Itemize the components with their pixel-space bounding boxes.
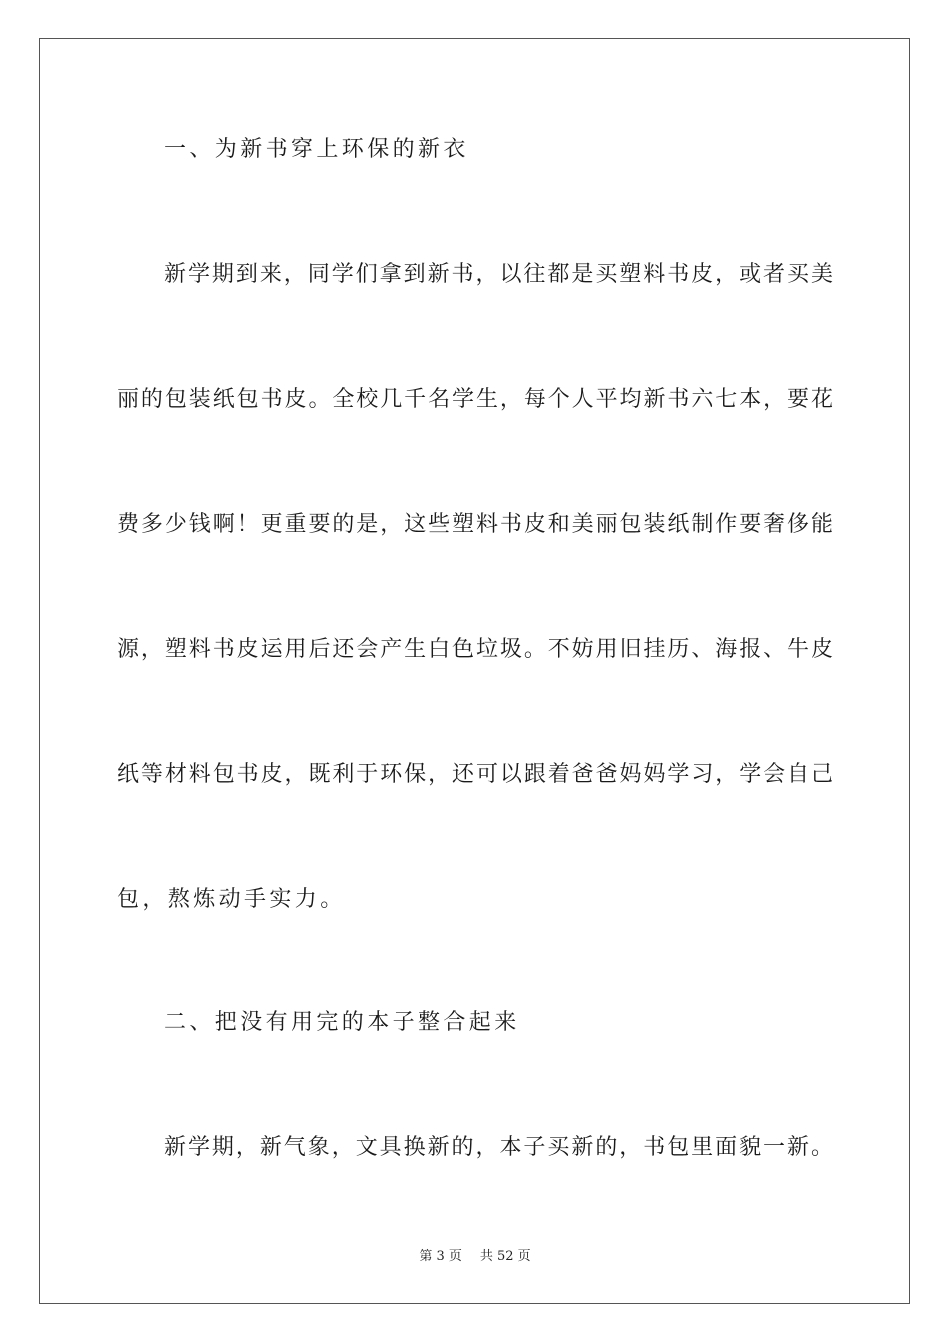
page-footer bbox=[0, 1245, 950, 1264]
paragraph-line-7: 新学期，新气象，文具换新的，本子买新的，书包里面貌一新。 bbox=[164, 1135, 833, 1160]
page-frame bbox=[39, 38, 910, 1304]
paragraph-line-3: 费多少钱啊！更重要的是，这些塑料书皮和美丽包装纸制作要奢侈能 bbox=[117, 512, 833, 537]
page-number: 第 3 页 bbox=[419, 1249, 462, 1264]
page-total: 共 52 页 bbox=[479, 1249, 531, 1264]
paragraph-line-6: 包，熬炼动手实力。 bbox=[117, 887, 346, 912]
paragraph-line-1: 新学期到来，同学们拿到新书，以往都是买塑料书皮，或者买美 bbox=[164, 262, 833, 287]
paragraph-line-2: 丽的包装纸包书皮。全校几千名学生，每个人平均新书六七本，要花 bbox=[117, 387, 833, 412]
paragraph-line-5: 纸等材料包书皮，既利于环保，还可以跟着爸爸妈妈学习，学会自己 bbox=[117, 762, 833, 787]
heading-section-1: 一、为新书穿上环保的新衣 bbox=[164, 137, 469, 162]
paragraph-line-4: 源，塑料书皮运用后还会产生白色垃圾。不妨用旧挂历、海报、牛皮 bbox=[117, 637, 833, 662]
heading-section-2: 二、把没有用完的本子整合起来 bbox=[164, 1010, 520, 1035]
